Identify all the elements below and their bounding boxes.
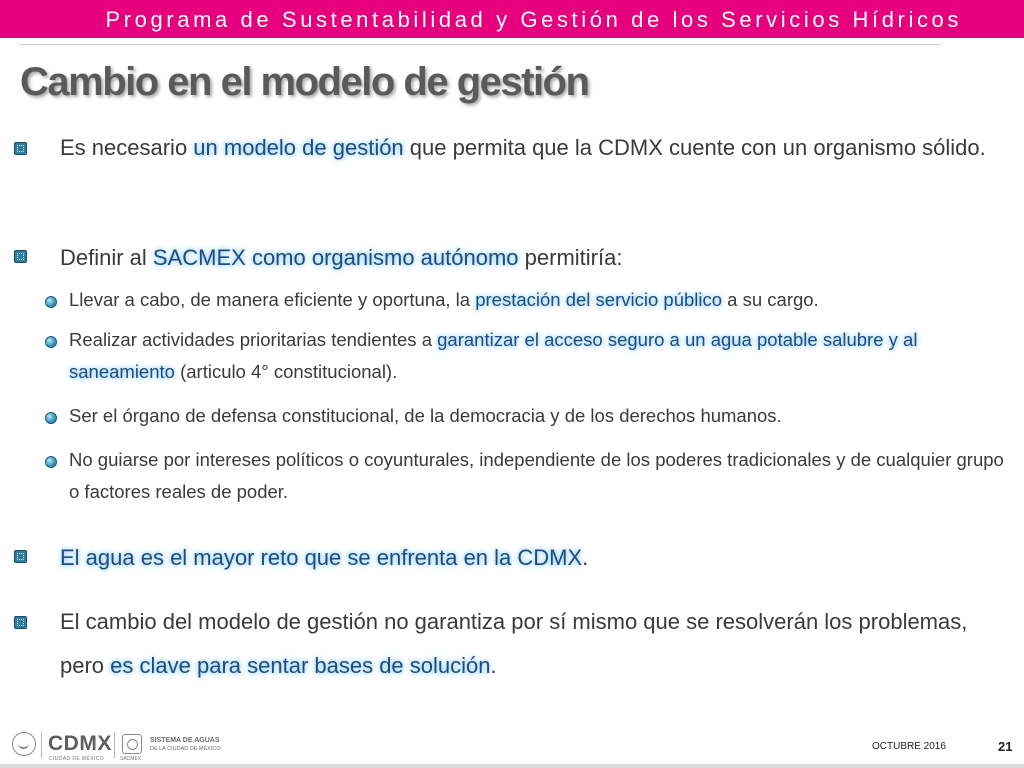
- sacmex-name-line1: SISTEMA DE AGUAS: [150, 737, 220, 744]
- square-bullet-icon: [14, 250, 27, 263]
- round-bullet-icon: [45, 336, 57, 348]
- cdmx-logo-icon: [12, 732, 36, 756]
- bullet-text: (articulo 4° constitucional).: [174, 361, 398, 382]
- sub-bullet-item: [69, 444, 1014, 508]
- bullet-text: a su cargo.: [722, 289, 819, 310]
- sub-bullet-item: [69, 324, 1014, 388]
- bullet-text: .: [582, 545, 589, 570]
- footer-rule: [0, 764, 1024, 768]
- highlighted-text: El agua es el mayor reto que se enfrenta en la CDMX: [60, 545, 583, 570]
- bullet-text: Es necesario: [60, 135, 194, 160]
- bullet-item: [60, 600, 990, 688]
- square-bullet-icon: [14, 142, 27, 155]
- footer-date: OCTUBRE 2016: [872, 741, 946, 752]
- footer-separator: [41, 732, 42, 758]
- bullet-item: [60, 126, 990, 170]
- bullet-text: que permita que la CDMX cuente con un organismo sólido.: [403, 135, 986, 160]
- square-bullet-icon: [14, 550, 27, 563]
- sacmex-name-line2: DE LA CIUDAD DE MÉXICO: [150, 746, 221, 752]
- bullet-text: .: [490, 653, 497, 678]
- bullet-text: El cambio del modelo de gestión no garantiza por sí mismo que se resolverán los problemas, pero: [60, 609, 968, 678]
- bullet-text: Ser el órgano de defensa constitucional, de la democracia y de los derechos humanos.: [69, 405, 782, 426]
- slide-title: Cambio en el modelo de gestión: [20, 60, 589, 104]
- highlighted-text: un modelo de gestión: [193, 135, 404, 160]
- bullet-item: [60, 236, 990, 280]
- sacmex-subtitle: SACMEX: [120, 756, 142, 762]
- highlighted-text: garantizar el acceso seguro a un agua potable salubre y al saneamiento: [69, 329, 918, 382]
- bullet-text: Llevar a cabo, de manera eficiente y oportuna, la: [69, 289, 476, 310]
- bullet-text: Definir al: [60, 245, 153, 270]
- footer-separator: [114, 732, 115, 758]
- header-divider: [20, 44, 940, 45]
- header-bar: [0, 0, 1024, 38]
- round-bullet-icon: [45, 296, 57, 308]
- sacmex-name: [150, 737, 221, 753]
- bullet-text: Realizar actividades prioritarias tendientes a: [69, 329, 438, 350]
- page-number: 21: [998, 739, 1013, 754]
- round-bullet-icon: [45, 412, 57, 424]
- round-bullet-icon: [45, 456, 57, 468]
- highlighted-text: SACMEX como organismo autónomo: [152, 245, 519, 270]
- bullet-text: permitiría:: [518, 245, 623, 270]
- footer: [0, 726, 1024, 768]
- highlighted-text: prestación del servicio público: [475, 289, 723, 310]
- bullet-item: [60, 536, 990, 580]
- sacmex-logo-icon: [122, 734, 142, 754]
- highlighted-text: es clave para sentar bases de solución: [110, 653, 491, 678]
- program-name: Programa de Sustentabilidad y Gestión de los Servicios Hídricos: [105, 7, 962, 32]
- cdmx-subtitle: CIUDAD DE MÉXICO: [49, 756, 105, 762]
- square-bullet-icon: [14, 616, 27, 629]
- cdmx-wordmark: CDMX: [48, 732, 112, 755]
- sub-bullet-item: [69, 284, 1014, 316]
- sub-bullet-item: [69, 400, 1014, 432]
- bullet-text: No guiarse por intereses políticos o coyunturales, independiente de los poderes tradicionales y de cualquier grupo o factores reales de poder.: [69, 449, 1004, 502]
